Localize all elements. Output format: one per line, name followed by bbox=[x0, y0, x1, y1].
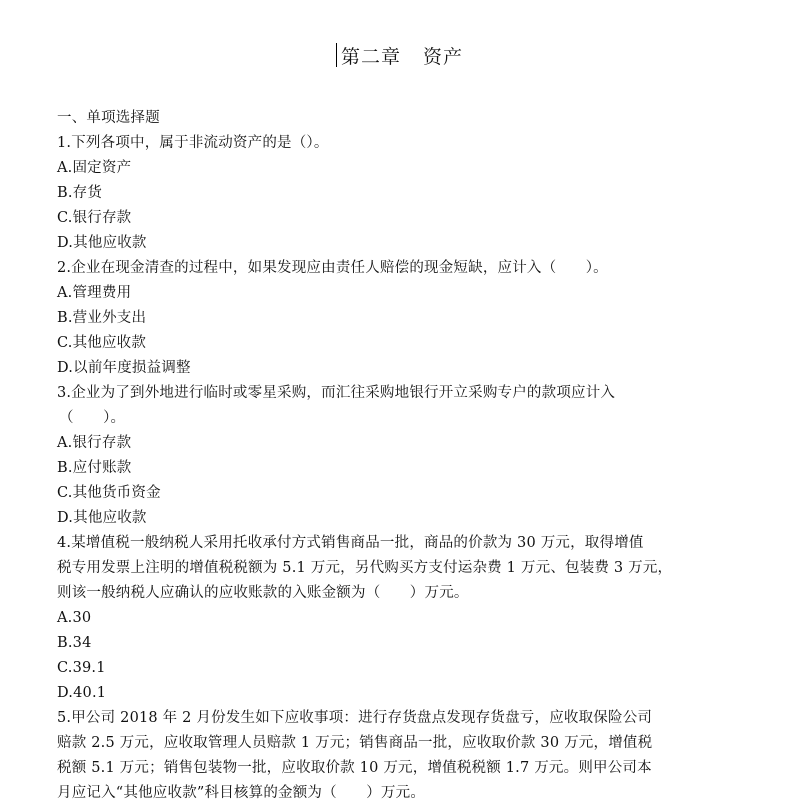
document-body bbox=[57, 106, 747, 806]
question-text-line: 月应记入“其他应收款”科目核算的金额为（ ）万元。 bbox=[57, 785, 426, 801]
question-text-line: 2.企业在现金清查的过程中，如果发现应由责任人赔偿的现金短缺，应计入（ ）。 bbox=[57, 260, 608, 276]
question bbox=[57, 131, 747, 256]
question-text-line: 4.某增值税一般纳税人采用托收承付方式销售商品一批，商品的价款为 30 万元，取得增值 bbox=[57, 535, 644, 551]
question bbox=[57, 381, 747, 531]
answer-option: A.固定资产 bbox=[57, 160, 132, 176]
chapter-name: 资产 bbox=[423, 46, 464, 68]
question bbox=[57, 256, 747, 381]
title-container bbox=[0, 42, 800, 69]
question-text-line: 3.企业为了到外地进行临时或零星采购，而汇往采购地银行开立采购专户的款项应计入 bbox=[57, 385, 616, 401]
answer-option: B.34 bbox=[57, 635, 92, 651]
question-text-line: 赔款 2.5 万元，应收取管理人员赔款 1 万元；销售商品一批，应收取价款 30 万元，增值税 bbox=[57, 735, 653, 751]
chapter-title bbox=[337, 42, 463, 69]
chapter-number: 第二章 bbox=[340, 46, 401, 68]
question bbox=[57, 531, 747, 706]
question-text-line: 5.甲公司 2018 年 2 月份发生如下应收事项：进行存货盘点发现存货盘亏，应收取保险公司 bbox=[57, 710, 653, 726]
answer-option: B.存货 bbox=[57, 185, 103, 201]
question-text-line: 税专用发票上注明的增值税税额为 5.1 万元，另代购买方支付运杂费 1 万元、包装费 3 万元， bbox=[57, 560, 673, 576]
answer-option: C.其他货币资金 bbox=[57, 485, 161, 501]
question bbox=[57, 706, 747, 806]
question-text-line: 则该一般纳税人应确认的应收账款的入账金额为（ ）万元。 bbox=[57, 585, 469, 601]
answer-option: B.营业外支出 bbox=[57, 310, 147, 326]
answer-option: D.以前年度损益调整 bbox=[57, 360, 191, 376]
question-text-line: （ ）。 bbox=[59, 410, 126, 426]
answer-option: C.其他应收款 bbox=[57, 335, 147, 351]
answer-option: D.其他应收款 bbox=[57, 510, 147, 526]
answer-option: C.银行存款 bbox=[57, 210, 132, 226]
answer-option: B.应付账款 bbox=[57, 460, 132, 476]
text-cursor bbox=[336, 43, 337, 67]
answer-option: A.管理费用 bbox=[57, 285, 132, 301]
question-list bbox=[57, 131, 747, 806]
answer-option: C.39.1 bbox=[57, 660, 106, 676]
answer-option: A.30 bbox=[57, 610, 92, 626]
answer-option: A.银行存款 bbox=[57, 435, 132, 451]
question-text-line: 税额 5.1 万元；销售包装物一批，应收取价款 10 万元，增值税税额 1.7 万元。则甲公司本 bbox=[57, 760, 652, 776]
question-text-line: 1.下列各项中，属于非流动资产的是（）。 bbox=[57, 135, 329, 151]
section-heading: 一、单项选择题 bbox=[57, 110, 160, 126]
answer-option: D.40.1 bbox=[57, 685, 107, 701]
answer-option: D.其他应收款 bbox=[57, 235, 147, 251]
